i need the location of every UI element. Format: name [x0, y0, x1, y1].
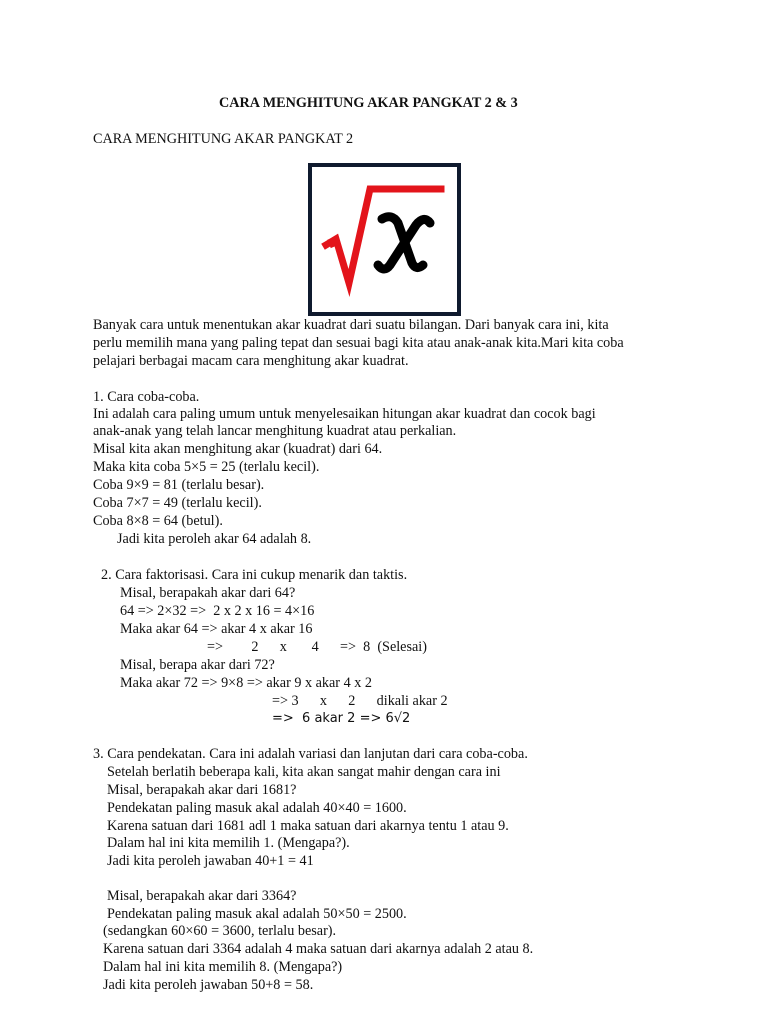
intro-line: pelajari berbagai macam cara menghitung akar kuadrat.: [93, 353, 409, 369]
square-root-x-icon: [312, 167, 457, 312]
method1-line: Coba 8×8 = 64 (betul).: [93, 513, 223, 529]
method3-conclusion: Jadi kita peroleh jawaban 50+8 = 58.: [103, 977, 314, 993]
method2-heading: 2. Cara faktorisasi. Cara ini cukup menarik dan taktis.: [101, 567, 408, 583]
method1-line: anak-anak yang telah lancar menghitung kuadrat atau perkalian.: [93, 423, 457, 439]
method3-line: Jadi kita peroleh jawaban 40+1 = 41: [107, 853, 314, 869]
method2-line: Maka akar 72 => 9×8 => akar 9 x akar 4 x 2: [120, 675, 372, 691]
method1-line: Ini adalah cara paling umum untuk menyelesaikan hitungan akar kuadrat dan cocok bagi: [93, 406, 596, 422]
square-root-x-logo: [308, 163, 461, 316]
method2-line: 64 => 2×32 => 2 x 2 x 16 = 4×16: [120, 603, 315, 619]
method3-line: Karena satuan dari 3364 adalah 4 maka satuan dari akarnya adalah 2 atau 8.: [103, 941, 534, 957]
method1-line: Coba 9×9 = 81 (terlalu besar).: [93, 477, 265, 493]
method3-line: Pendekatan paling masuk akal adalah 50×50 = 2500.: [107, 906, 407, 922]
method3-heading: 3. Cara pendekatan. Cara ini adalah variasi dan lanjutan dari cara coba-coba.: [93, 746, 528, 762]
method1-conclusion: Jadi kita peroleh akar 64 adalah 8.: [117, 531, 312, 547]
method2-line: Misal, berapakah akar dari 64?: [120, 585, 296, 601]
method3-line: Dalam hal ini kita memilih 8. (Mengapa?): [103, 959, 343, 975]
method3-line: Dalam hal ini kita memilih 1. (Mengapa?).: [107, 835, 350, 851]
method2-result: => 6 akar 2 => 6√2: [272, 711, 411, 726]
method2-line: => 2 x 4 => 8 (Selesai): [207, 639, 427, 655]
section-heading: CARA MENGHITUNG AKAR PANGKAT 2: [93, 131, 354, 147]
method1-line: Maka kita coba 5×5 = 25 (terlalu kecil).: [93, 459, 320, 475]
method3-line: Karena satuan dari 1681 adl 1 maka satuan dari akarnya tentu 1 atau 9.: [107, 818, 509, 834]
method3-line: (sedangkan 60×60 = 3600, terlalu besar).: [103, 923, 337, 939]
method2-line: Maka akar 64 => akar 4 x akar 16: [120, 621, 313, 637]
method1-heading: 1. Cara coba-coba.: [93, 389, 200, 405]
method3-line: Pendekatan paling masuk akal adalah 40×40 = 1600.: [107, 800, 407, 816]
document-title: CARA MENGHITUNG AKAR PANGKAT 2 & 3: [219, 95, 518, 111]
method3-line: Misal, berapakah akar dari 3364?: [107, 888, 297, 904]
method2-line: Misal, berapa akar dari 72?: [120, 657, 275, 673]
intro-line: Banyak cara untuk menentukan akar kuadrat dari suatu bilangan. Dari banyak cara ini, kita: [93, 317, 609, 333]
method3-line: Setelah berlatih beberapa kali, kita akan sangat mahir dengan cara ini: [107, 764, 501, 780]
method2-line: => 3 x 2 dikali akar 2: [272, 693, 448, 709]
method1-line: Coba 7×7 = 49 (terlalu kecil).: [93, 495, 262, 511]
intro-line: perlu memilih mana yang paling tepat dan sesuai bagi kita atau anak-anak kita.Mari kita coba: [93, 335, 624, 351]
method3-line: Misal, berapakah akar dari 1681?: [107, 782, 297, 798]
method1-line: Misal kita akan menghitung akar (kuadrat) dari 64.: [93, 441, 383, 457]
